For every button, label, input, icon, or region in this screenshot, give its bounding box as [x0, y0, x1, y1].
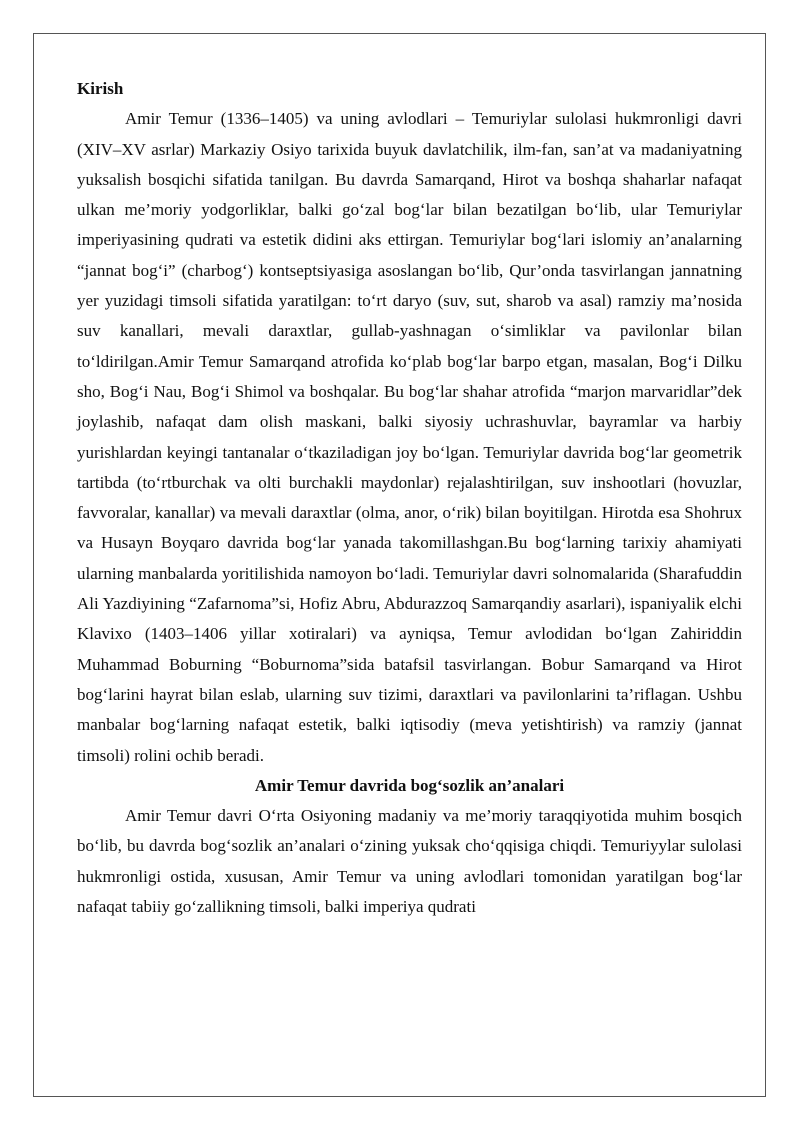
document-body: [77, 74, 742, 922]
section-heading-traditions: Amir Temur davrida bog‘sozlik an’analari: [254, 775, 565, 795]
section-heading-intro: Kirish: [77, 79, 124, 98]
traditions-paragraph: Amir Temur davri O‘rta Osiyoning madaniy va me’moriy taraqqiyotida muhim bosqich bo‘lib, bu davrda bog‘sozlik an’analari o‘zining yuksak cho‘qqisiga chiqdi. Temuriyylar sulolasi hukmronligi ostida, xususan, Amir Temur va uning avlodlari tomonidan yaratilgan bog‘lar nafaqat tabiiy go‘zallikning timsoli, balki imperiya qudrati: [77, 806, 742, 917]
page-frame: [33, 33, 766, 1097]
intro-paragraph: Amir Temur (1336–1405) va uning avlodlari – Temuriylar sulolasi hukmronligi davri (XIV–XV asrlar) Markaziy Osiyo tarixida buyuk davlatchilik, ilm-fan, san’at va madaniyatning yuksalish bosqichi sifatida tanilgan. Bu davrda Samarqand, Hirot va boshqa shaharlar nafaqat ulkan me’moriy yodgorliklar, balki go‘zal bog‘lar bilan bezatilgan bo‘lib, ular Temuriylar imperiyasining qudrati va estetik didini aks ettirgan. Temuriylar bog‘lari islomiy an’analarning “jannat bog‘i” (charbog‘) kontseptsiyasiga asoslangan bo‘lib, Qur’onda tasvirlangan jannatning yer yuzidagi timsoli sifatida yaratilgan: to‘rt daryo (suv, sut, sharob va asal) ramziy ma’nosida suv kanallari, mevali daraxtlar, gullab-yashnagan o‘simliklar va pavilonlar bilan to‘ldirilgan.Amir Temur Samarqand atrofida ko‘plab bog‘lar barpo etgan, masalan, Bog‘i Dilku sho, Bog‘i Nau, Bog‘i Shimol va boshqalar. Bu bog‘lar shahar atrofida “marjon marvaridlar”dek joylashib, nafaqat dam olish maskani, balki siyosiy uchrashuvlar, bayramlar va harbiy yurishlardan keyingi tantanalar o‘tkaziladigan joy bo‘lgan. Temuriylar davrida bog‘lar geometrik tartibda (to‘rtburchak va olti burchakli maydonlar) rejalashtirilgan, suv inshootlari (hovuzlar, favvoralar, kanallar) va mevali daraxtlar (olma, anor, o‘rik) bilan boyitilgan. Hirotda esa Shohrux va Husayn Boyqaro davrida bog‘lar yanada takomillashgan.Bu bog‘larning tarixiy ahamiyati ularning manbalarda yoritilishida namoyon bo‘ladi. Temuriylar davri solnomalarida (Sharafuddin Ali Yazdiyining “Zafarnoma”si, Hofiz Abru, Abdurazzoq Samarqandiy asarlari), ispaniyalik elchi Klavixo (1403–1406 yillar xotiralari) va ayniqsa, Temur avlodidan bo‘lgan Zahiriddin Muhammad Boburning “Boburnoma”sida batafsil tasvirlangan. Bobur Samarqand va Hirot bog‘larini hayrat bilan eslab, ularning suv tizimi, daraxtlari va pavilonlarini ta’riflagan. Ushbu manbalar bog‘larning nafaqat estetik, balki iqtisodiy (meva yetishtirish) va ramziy (jannat timsoli) rolini ochib beradi.: [77, 109, 742, 765]
